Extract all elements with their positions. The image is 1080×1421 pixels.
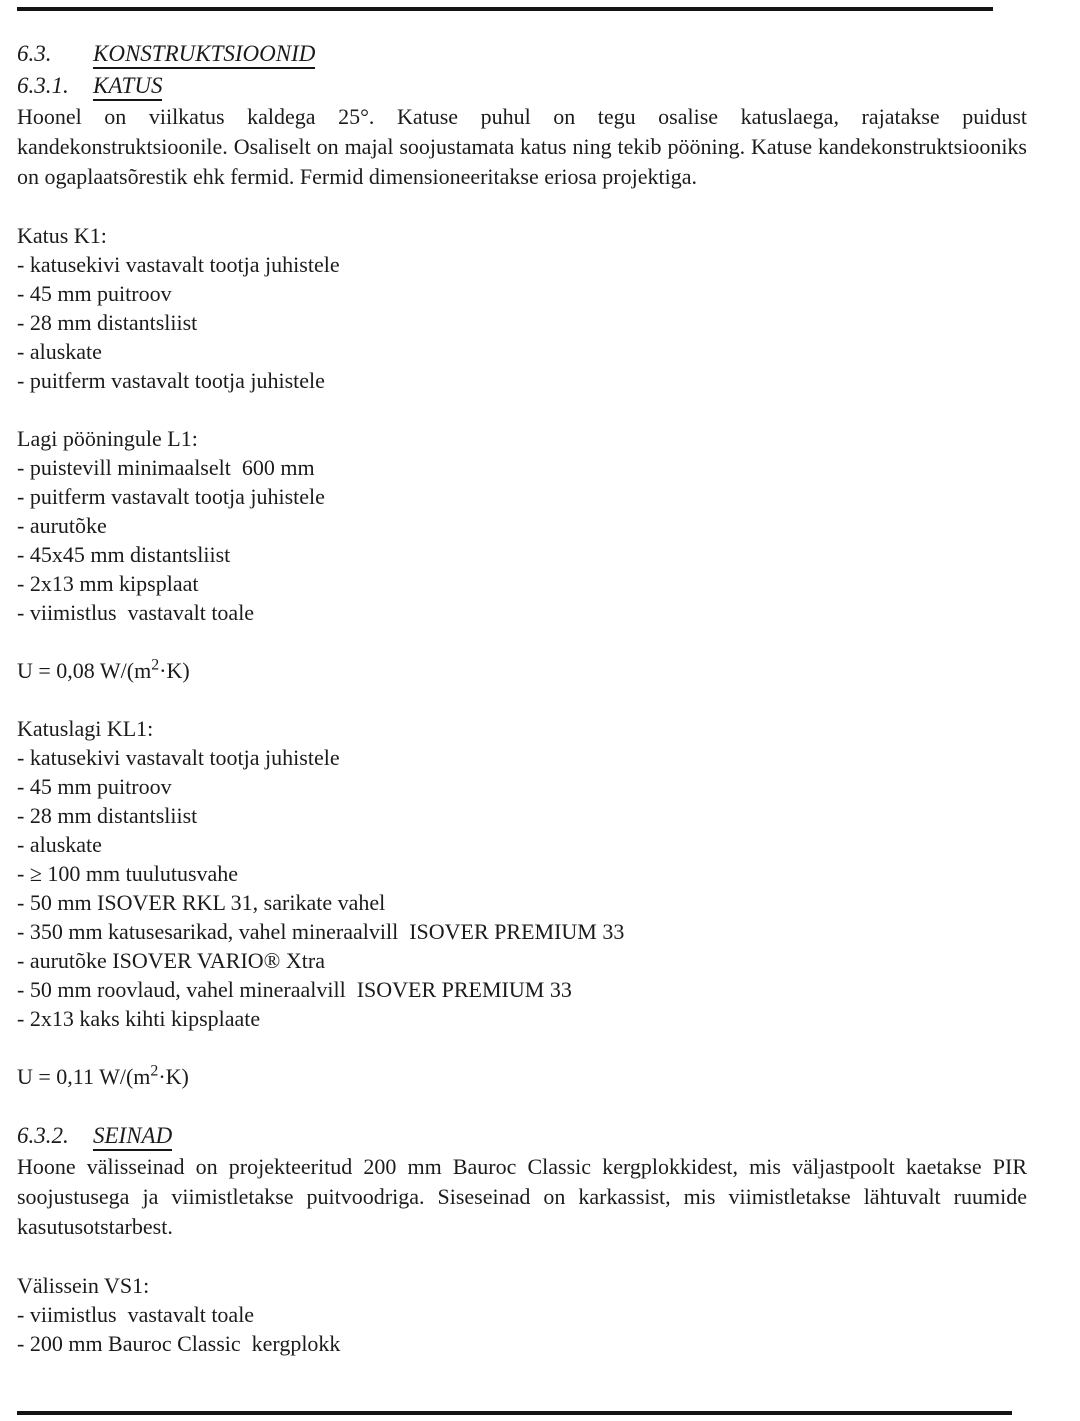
- k1-item: - 45 mm puitroov: [17, 281, 172, 306]
- kl1-item: - 2x13 kaks kihti kipsplaate: [17, 1006, 261, 1031]
- kl1-item: - 50 mm roovlaud, vahel mineraalvill ISOVER PREMIUM 33: [17, 977, 572, 1002]
- u-value-l1: [17, 656, 1027, 685]
- section-title: SEINAD: [93, 1123, 172, 1151]
- katuslagi-kl1-block: [17, 714, 1027, 1033]
- vs1-item: - viimistlus vastavalt toale: [17, 1302, 255, 1327]
- section-6-3-heading: [17, 38, 1027, 70]
- valissein-vs1-block: [17, 1271, 1027, 1358]
- l1-item: - puitferm vastavalt tootja juhistele: [17, 484, 325, 509]
- k1-item: - katusekivi vastavalt tootja juhistele: [17, 252, 340, 277]
- top-rule: [17, 7, 993, 11]
- l1-item: - viimistlus vastavalt toale: [17, 600, 255, 625]
- k1-title: Katus K1:: [17, 223, 107, 248]
- u-value-text: ·K): [158, 1064, 189, 1089]
- l1-item: - 2x13 mm kipsplaat: [17, 571, 199, 596]
- l1-item: - 45x45 mm distantsliist: [17, 542, 231, 567]
- vs1-item: - 200 mm Bauroc Classic kergplokk: [17, 1331, 341, 1356]
- lagi-l1-block: [17, 424, 1027, 627]
- u-value-text: U = 0,08 W/(m: [17, 658, 152, 683]
- bottom-rule: [17, 1411, 1012, 1415]
- kl1-item: - aluskate: [17, 832, 102, 857]
- kl1-item: - 45 mm puitroov: [17, 774, 172, 799]
- section-title: KONSTRUKTSIOONID: [93, 41, 315, 69]
- section-6-3-1-heading: [17, 70, 1027, 102]
- l1-item: - aurutõke: [17, 513, 107, 538]
- kl1-item: - ≥ 100 mm tuulutusvahe: [17, 861, 239, 886]
- l1-item: - puistevill minimaalselt 600 mm: [17, 455, 315, 480]
- katus-paragraph: Hoonel on viilkatus kaldega 25°. Katuse puhul on tegu osalise katuslaega, rajatakse puidust kandekonstruktsioonile. Osaliselt on majal soojustamata katus ning tekib pööning. Katuse kandekonstruktsiooniks on ogaplaatsõrestik ehk fermid. Fermid dimensioneeritakse eriosa projektiga.: [17, 104, 1027, 189]
- katus-k1-block: [17, 221, 1027, 395]
- seinad-paragraph: Hoone välisseinad on projekteeritud 200 mm Bauroc Classic kergplokkidest, mis väljastpoolt kaetakse PIR soojustusega ja viimistletakse puitvoodriga. Siseseinad on karkassist, mis viimistletakse lähtuvalt ruumide kasutusotstarbest.: [17, 1154, 1027, 1239]
- section-title: KATUS: [93, 73, 162, 101]
- k1-item: - aluskate: [17, 339, 102, 364]
- kl1-item: - katusekivi vastavalt tootja juhistele: [17, 745, 340, 770]
- k1-item: - puitferm vastavalt tootja juhistele: [17, 368, 325, 393]
- section-number: 6.3.2.: [17, 1123, 69, 1148]
- u-value-text: U = 0,11 W/(m: [17, 1064, 151, 1089]
- kl1-title: Katuslagi KL1:: [17, 716, 154, 741]
- document-content: [17, 38, 1027, 1358]
- k1-item: - 28 mm distantsliist: [17, 310, 198, 335]
- kl1-item: - aurutõke ISOVER VARIO® Xtra: [17, 948, 325, 973]
- kl1-item: - 28 mm distantsliist: [17, 803, 198, 828]
- vs1-title: Välissein VS1:: [17, 1273, 150, 1298]
- u-value-text: ·K): [159, 658, 190, 683]
- kl1-item: - 350 mm katusesarikad, vahel mineraalvill ISOVER PREMIUM 33: [17, 919, 625, 944]
- section-number: 6.3.: [17, 41, 52, 66]
- kl1-item: - 50 mm ISOVER RKL 31, sarikate vahel: [17, 890, 386, 915]
- l1-title: Lagi pööningule L1:: [17, 426, 198, 451]
- section-number: 6.3.1.: [17, 73, 69, 98]
- u-value-kl1: [17, 1062, 1027, 1091]
- u-value-exponent: 2: [150, 1062, 159, 1080]
- section-6-3-2-heading: [17, 1120, 1027, 1152]
- u-value-exponent: 2: [151, 656, 160, 674]
